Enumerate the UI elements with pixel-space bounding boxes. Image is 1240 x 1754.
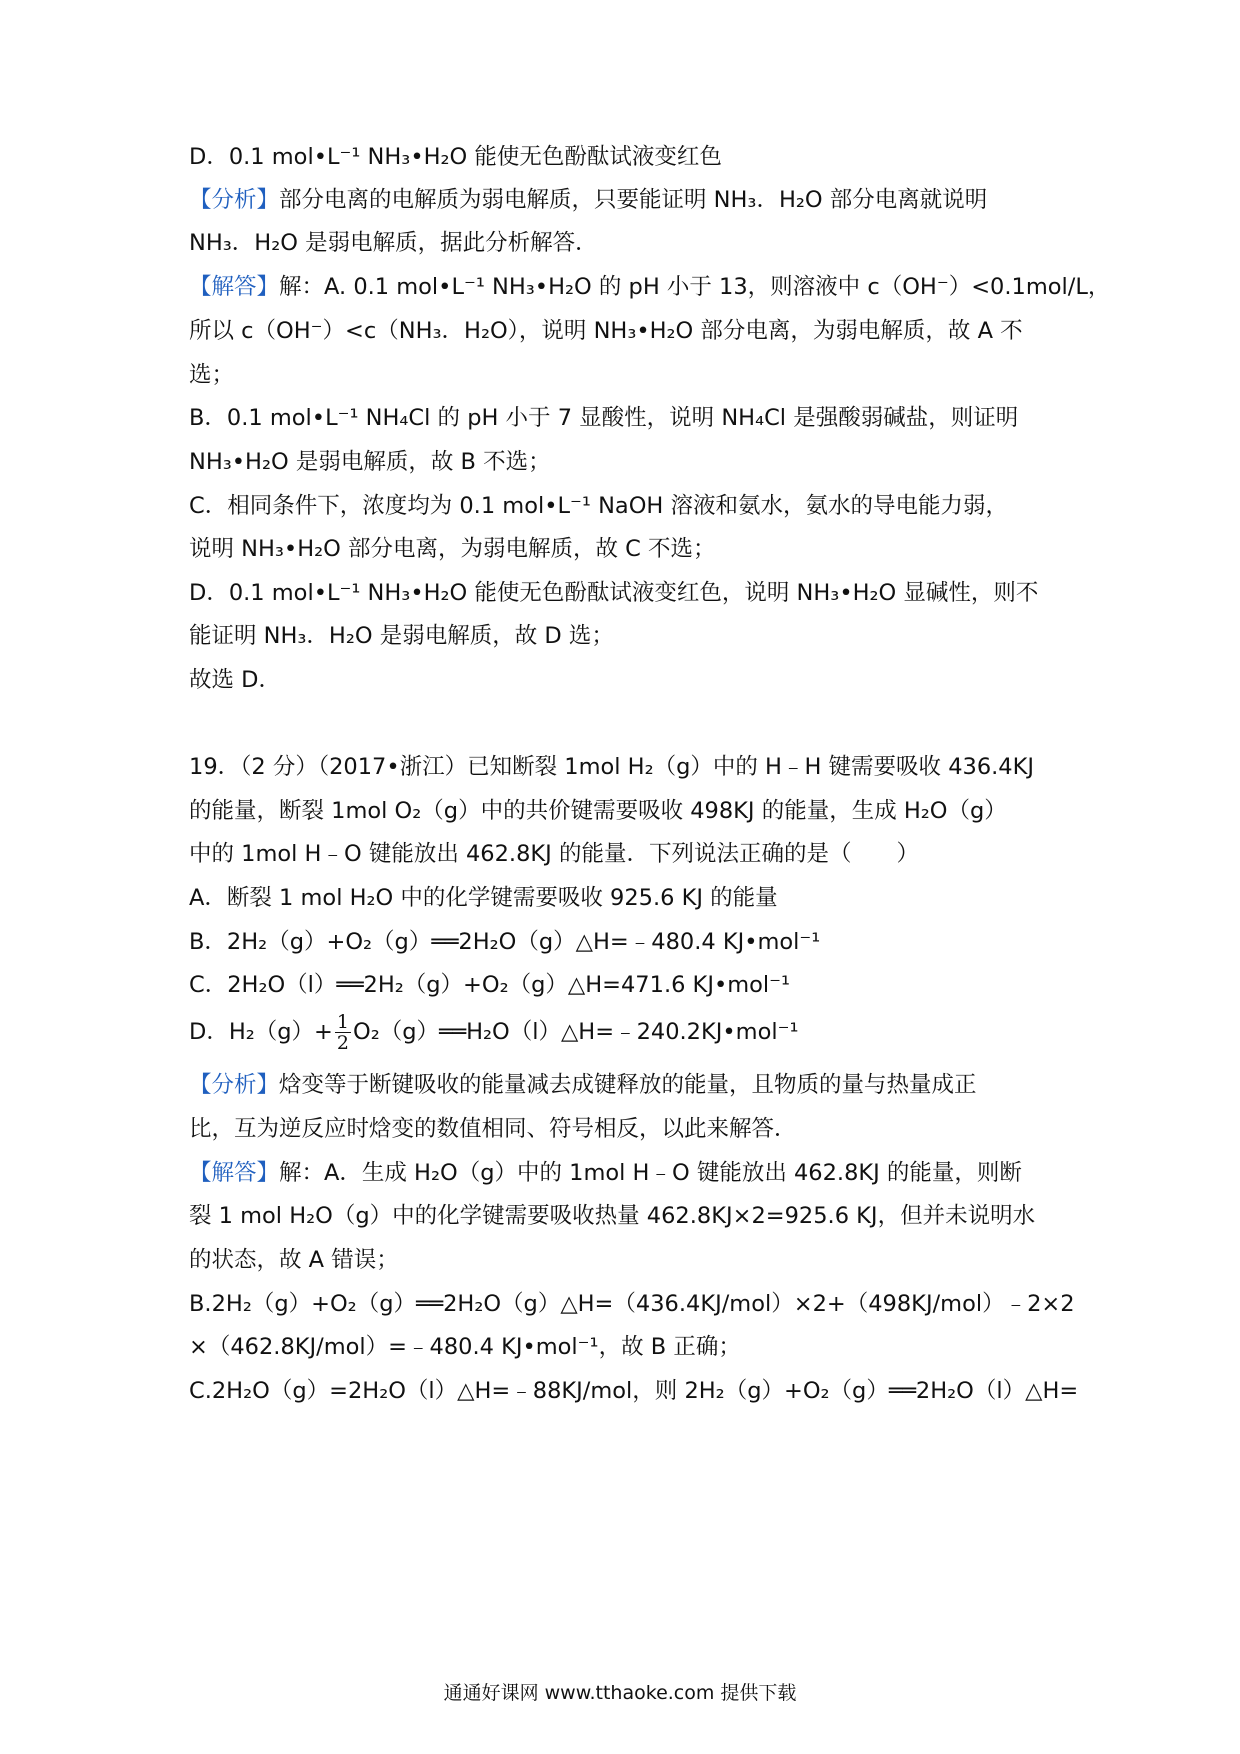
text-line: NH₃•H₂O 是弱电解质，故 B 不选；	[189, 449, 551, 475]
analysis-tag: 【分析】	[189, 1072, 280, 1098]
fraction-one-half	[335, 1012, 351, 1053]
text-line: 的能量，断裂 1mol O₂（g）中的共价键需要吸收 498KJ 的能量，生成 H₂O（g）	[189, 798, 1007, 824]
page-footer: 通通好课网 www.tthaoke.com 提供下载	[443, 1682, 797, 1704]
answer-text: 解：A．生成 H₂O（g）中的 1mol H﹣O 键能放出 462.8KJ 的能量，则断	[279, 1160, 1022, 1186]
option-d-part2: O₂（g）══H₂O（l）△H=﹣240.2KJ•mol⁻¹	[353, 1019, 799, 1045]
answer-line	[189, 267, 1111, 307]
option-d-line: D．0.1 mol•L⁻¹ NH₃•H₂O 能使无色酚酞试液变红色	[189, 144, 722, 170]
analysis-line	[189, 180, 1059, 220]
answer-text: 解：A. 0.1 mol•L⁻¹ NH₃•H₂O 的 pH 小于 13，则溶液中 c（OH⁻）<0.1mol/L，	[279, 274, 1111, 300]
analysis-tag: 【分析】	[189, 187, 280, 213]
fraction-numerator: 1	[336, 1011, 349, 1033]
answer-tag: 【解答】	[189, 1160, 280, 1186]
text-line: 的状态，故 A 错误；	[189, 1247, 399, 1273]
text-line: B．0.1 mol•L⁻¹ NH₄Cl 的 pH 小于 7 显酸性，说明 NH₄Cl 是强酸弱碱盐，则证明	[189, 405, 1019, 431]
text-line: 说明 NH₃•H₂O 部分电离，为弱电解质，故 C 不选；	[189, 536, 716, 562]
option-d	[189, 1012, 1059, 1053]
question-19-line: 19．（2 分）（2017•浙江）已知断裂 1mol H₂（g）中的 H﹣H 键需要吸收 436.4KJ	[189, 754, 1035, 780]
text-line: ×（462.8KJ/mol）=﹣480.4 KJ•mol⁻¹，故 B 正确；	[189, 1334, 741, 1360]
text-line: 中的 1mol H﹣O 键能放出 462.8KJ 的能量．下列说法正确的是（ ）	[189, 841, 919, 867]
option-c: C．2H₂O（l）══2H₂（g）+O₂（g）△H=471.6 KJ•mol⁻¹	[189, 972, 791, 998]
analysis-line	[189, 1065, 1059, 1105]
text-line: 所以 c（OH⁻）<c（NH₃．H₂O），说明 NH₃•H₂O 部分电离，为弱电解质，故 A 不	[189, 318, 1023, 344]
text-line: C．相同条件下，浓度均为 0.1 mol•L⁻¹ NaOH 溶液和氨水，氨水的导电能力弱，	[189, 493, 1008, 519]
text-line: D．0.1 mol•L⁻¹ NH₃•H₂O 能使无色酚酞试液变红色，说明 NH₃•H₂O 显碱性，则不	[189, 580, 1039, 606]
text-line: NH₃．H₂O 是弱电解质，据此分析解答．	[189, 230, 598, 256]
analysis-text: 焓变等于断键吸收的能量减去成键释放的能量，且物质的量与热量成正	[279, 1072, 977, 1098]
option-b: B．2H₂（g）+O₂（g）══2H₂O（g）△H=﹣480.4 KJ•mol⁻¹	[189, 929, 821, 955]
option-a: A．断裂 1 mol H₂O 中的化学键需要吸收 925.6 KJ 的能量	[189, 885, 778, 911]
text-line: 能证明 NH₃．H₂O 是弱电解质，故 D 选；	[189, 623, 614, 649]
text-line: 选；	[189, 362, 235, 388]
option-d-part1: D．H₂（g）+	[189, 1019, 333, 1045]
text-line: 裂 1 mol H₂O（g）中的化学键需要吸收热量 462.8KJ×2=925.6 KJ，但并未说明水	[189, 1203, 1036, 1229]
answer-tag: 【解答】	[189, 274, 280, 300]
fraction-denominator: 2	[336, 1032, 349, 1054]
text-line: 比，互为逆反应时焓变的数值相同、符号相反，以此来解答．	[189, 1116, 797, 1142]
answer-line	[189, 1153, 1059, 1193]
analysis-text: 部分电离的电解质为弱电解质，只要能证明 NH₃．H₂O 部分电离就说明	[279, 187, 988, 213]
text-line: 故选 D．	[189, 667, 281, 693]
text-line: B.2H₂（g）+O₂（g）══2H₂O（g）△H=（436.4KJ/mol）×2+（498KJ/mol）﹣2×2	[189, 1291, 1075, 1317]
text-line: C.2H₂O（g）=2H₂O（l）△H=﹣88KJ/mol，则 2H₂（g）+O₂（g）══2H₂O（l）△H=	[189, 1378, 1079, 1404]
